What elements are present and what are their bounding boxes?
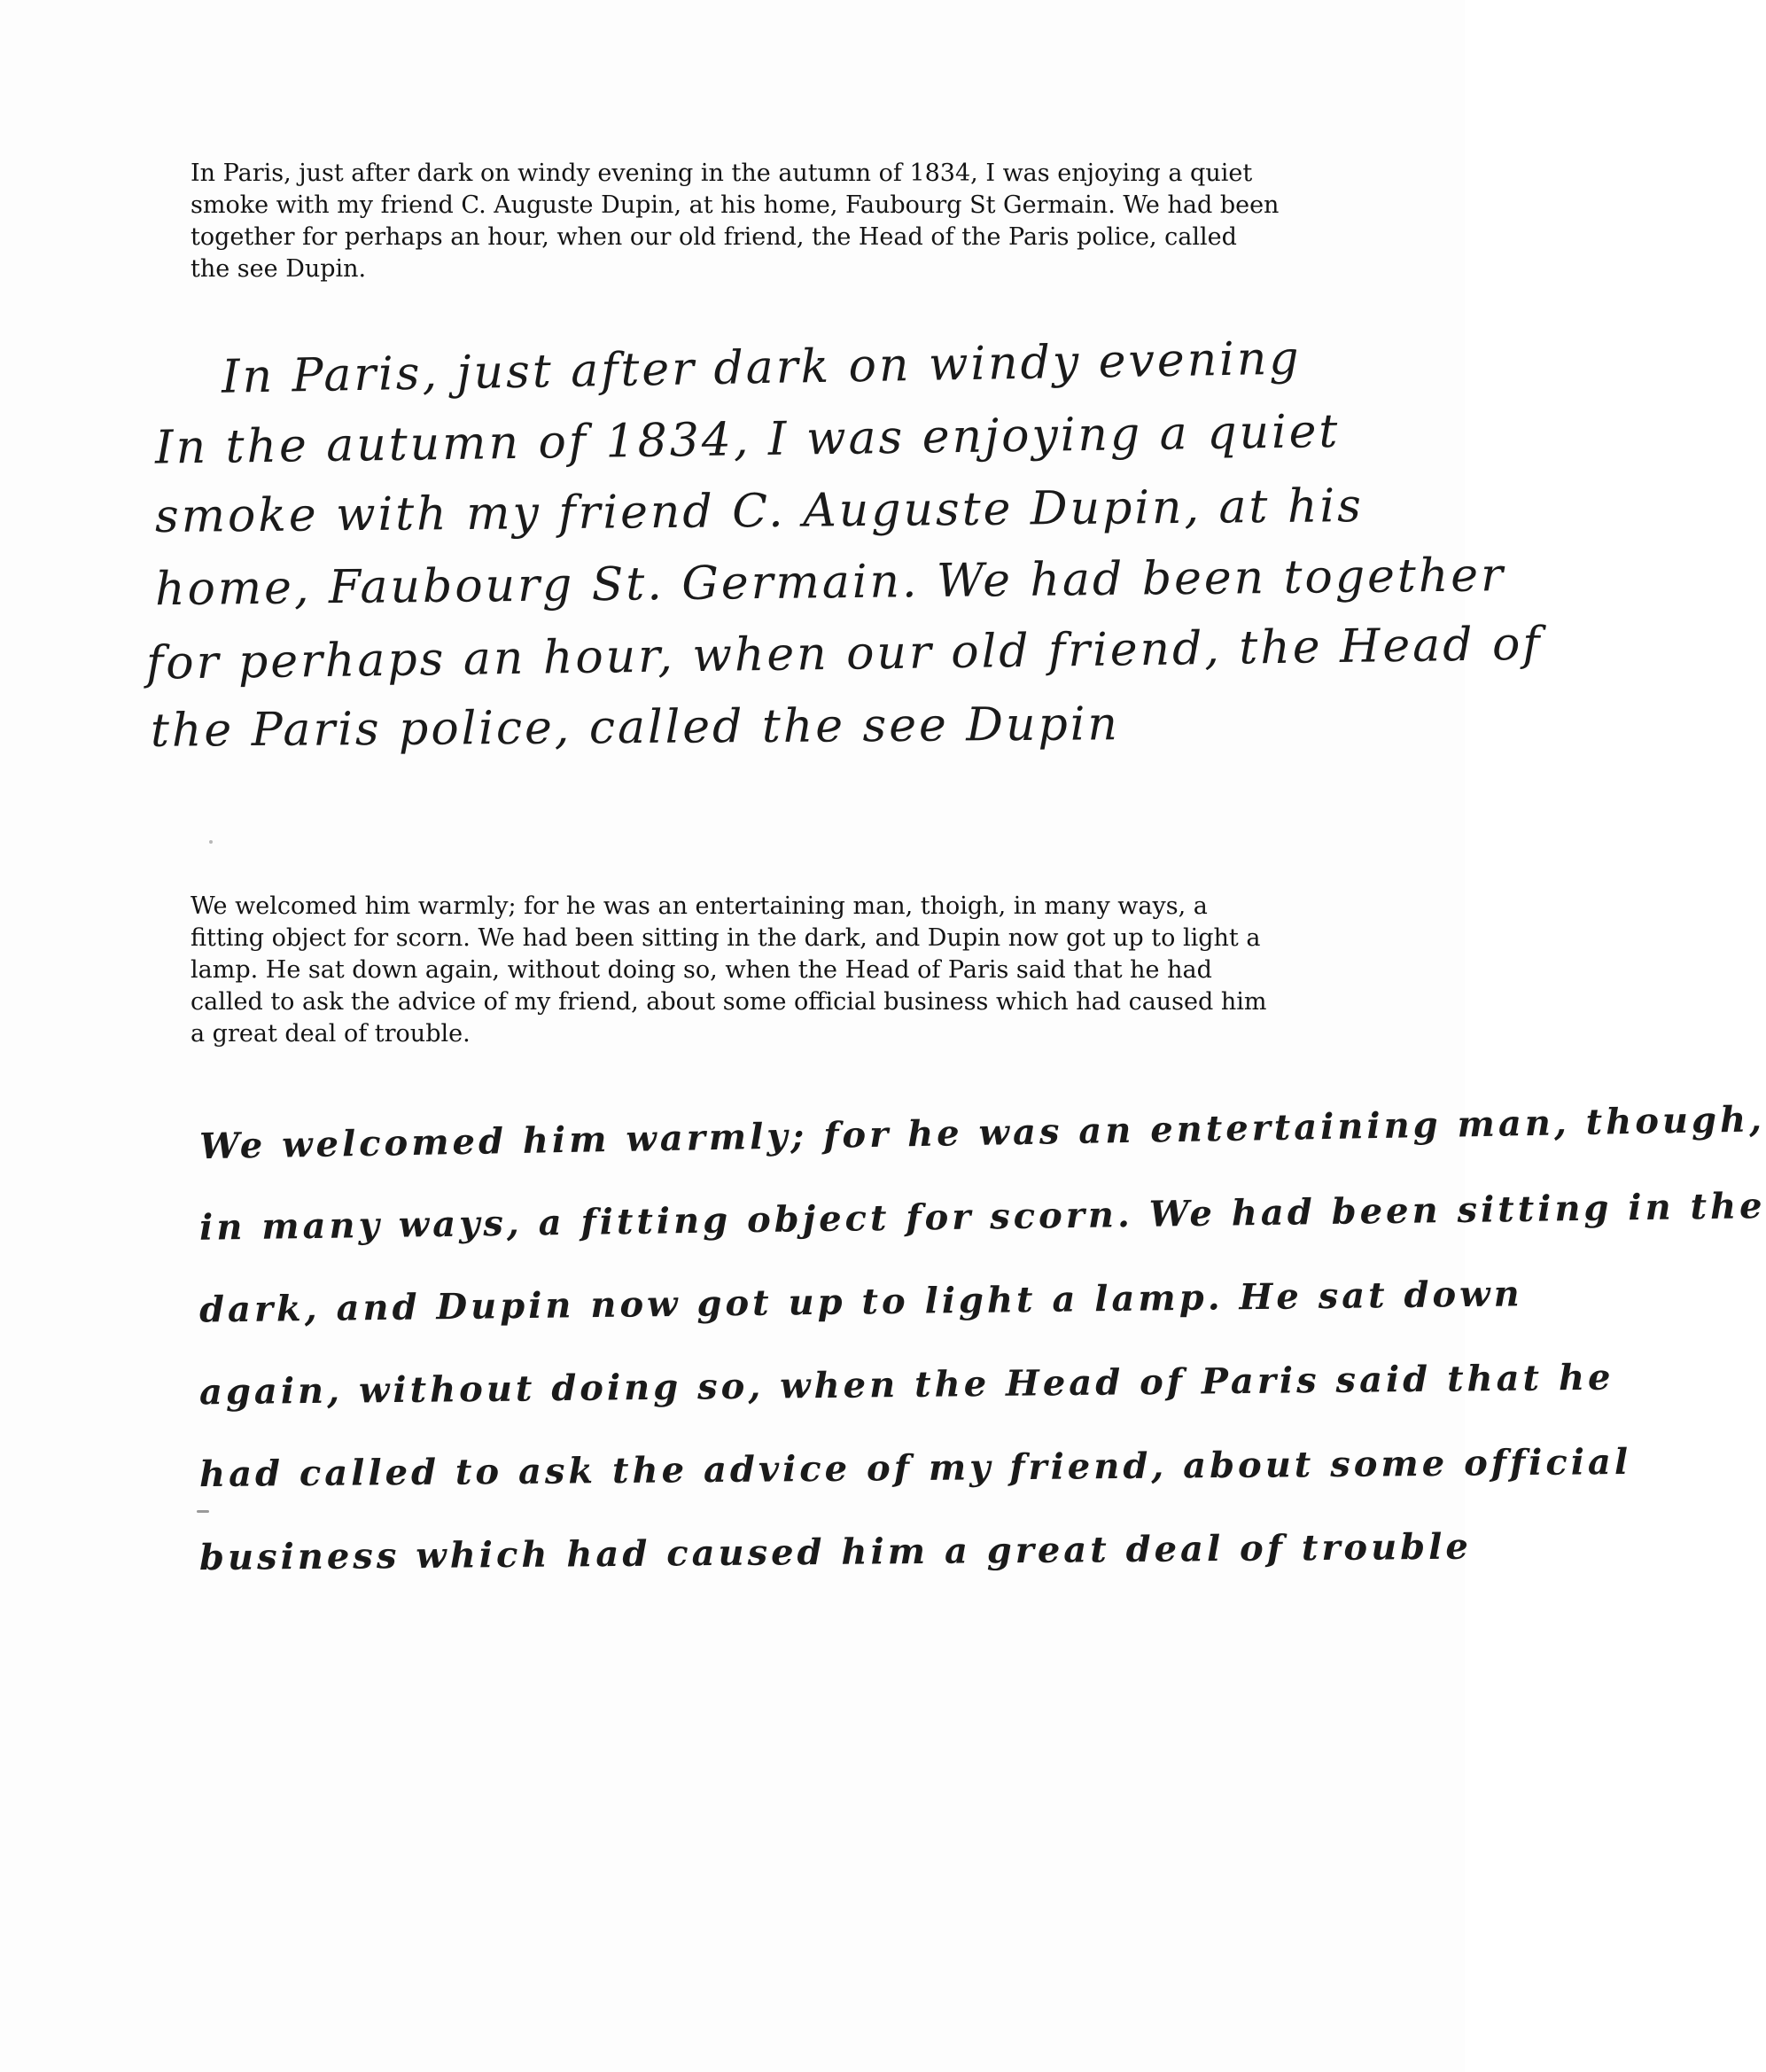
- printed-line: In Paris, just after dark on windy evening in the autumn of 1834, I was enjoying a quiet: [191, 160, 1253, 187]
- printed-line: called to ask the advice of my friend, about some official business which had caused him: [191, 988, 1267, 1016]
- printed-line: the see Dupin.: [191, 255, 367, 283]
- handwritten-line: In Paris, just after dark on windy evening: [221, 331, 1303, 404]
- handwritten-line: home, Faubourg St. Germain. We had been together: [154, 549, 1506, 617]
- stray-dot: [209, 840, 213, 844]
- handwritten-line: had called to ask the advice of my friend, about some official: [198, 1441, 1632, 1496]
- handwritten-line: again, without doing so, when the Head of Paris said that he: [198, 1356, 1614, 1414]
- handwritten-line: In the autumn of 1834, I was enjoying a quiet: [154, 404, 1341, 475]
- printed-line: lamp. He sat down again, without doing so, when the Head of Paris said that he had: [191, 956, 1212, 984]
- printed-line: We welcomed him warmly; for he was an entertaining man, thoigh, in many ways, a: [191, 892, 1208, 920]
- handwritten-line: business which had caused him a great deal of trouble: [198, 1525, 1473, 1579]
- handwritten-line: for perhaps an hour, when our old friend, the Head of: [145, 617, 1543, 690]
- printed-line: together for perhaps an hour, when our old friend, the Head of the Paris police, called: [191, 223, 1237, 251]
- handwritten-line: in many ways, a fitting object for scorn. We had been sitting in the: [198, 1185, 1766, 1249]
- handwritten-paragraph-1: [145, 331, 1543, 763]
- handwritten-line: We welcomed him warmly; for he was an entertaining man, though,: [198, 1098, 1766, 1168]
- printed-line: a great deal of trouble.: [191, 1020, 471, 1048]
- handwritten-paragraph-2: [198, 1094, 1766, 1594]
- handwritten-line: dark, and Dupin now got up to light a lamp. He sat down: [198, 1273, 1523, 1331]
- stray-dash: [197, 1510, 209, 1513]
- handwritten-line: smoke with my friend C. Auguste Dupin, at his: [154, 479, 1365, 544]
- printed-paragraph-2: [191, 891, 1298, 1050]
- handwritten-line: the Paris police, called the see Dupin: [150, 697, 1121, 758]
- printed-line: smoke with my friend C. Auguste Dupin, at his home, Faubourg St Germain. We had been: [191, 191, 1280, 219]
- printed-paragraph-1: [191, 158, 1298, 285]
- printed-line: fitting object for scorn. We had been sitting in the dark, and Dupin now got up to light a: [191, 924, 1261, 952]
